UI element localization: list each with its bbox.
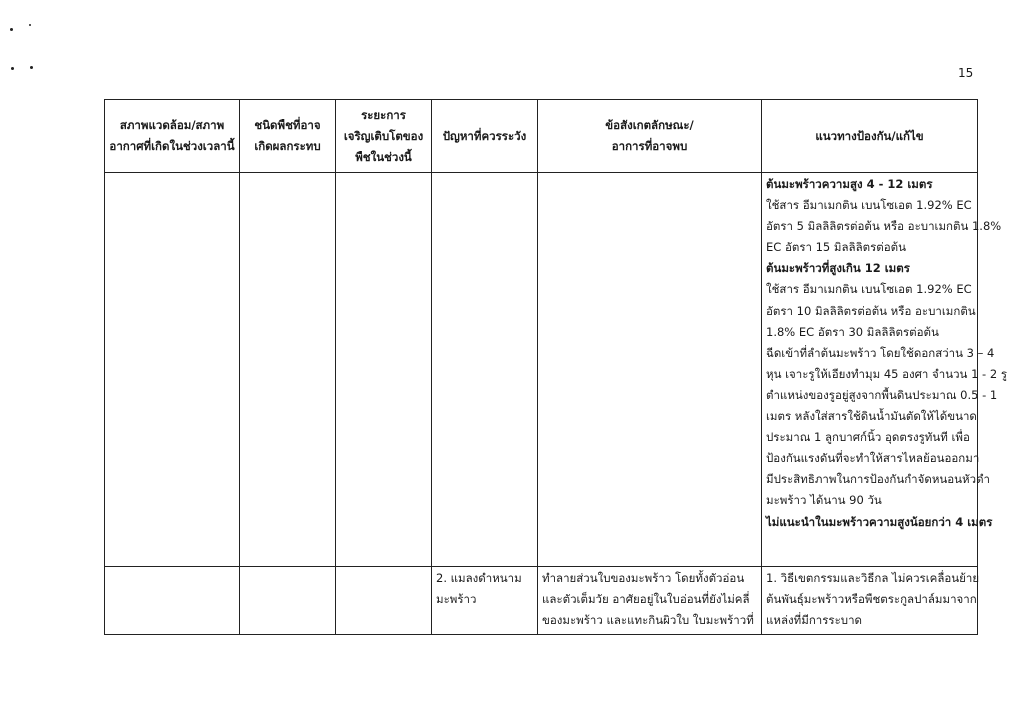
scan-speck	[29, 24, 31, 26]
header-plant-type: ชนิดพืชที่อาจ เกิดผลกระทบ	[240, 100, 336, 173]
prevention-line: เมตร หลังใส่สารใช้ดินน้ำมันตัดให้ได้ขนาด	[766, 409, 977, 424]
data-table	[104, 99, 1008, 635]
prevention-line: อัตรา 5 มิลลิลิตรต่อต้น หรือ อะบาเมกติน 1.8%	[766, 219, 1002, 234]
scan-speck	[10, 28, 13, 31]
table-row	[105, 173, 978, 567]
prevention-text	[762, 173, 1008, 533]
prevention-line: ใช้สาร อีมาเมกติน เบนโซเอต 1.92% EC	[766, 282, 972, 297]
prevention-line: EC อัตรา 15 มิลลิลิตรต่อต้น	[766, 240, 906, 255]
prevention-subheading: ไม่แนะนำในมะพร้าวความสูงน้อยกว่า 4 เมตร	[766, 514, 993, 529]
prevention-line: อัตรา 10 มิลลิลิตรต่อต้น หรือ อะบาเมกติน	[766, 303, 976, 318]
table-cell	[336, 173, 432, 567]
table-cell	[105, 173, 240, 567]
problem-line: 2. แมลงดำหนาม	[436, 571, 522, 585]
header-growth-stage: ระยะการ เจริญเติบโตของ พืชในช่วงนี้	[336, 100, 432, 173]
prevention-line: 1. วิธีเขตกรรมและวิธีกล ไม่ควรเคลื่อนย้าย	[766, 571, 980, 585]
problem-cell	[432, 567, 538, 635]
symptom-line: ของมะพร้าว และแทะกินผิวใบ ใบมะพร้าวที่	[542, 613, 754, 628]
page-number: 15	[958, 66, 974, 80]
header-prevention: แนวทางป้องกัน/แก้ไข	[762, 100, 978, 173]
table-cell	[336, 567, 432, 635]
prevention-line: ใช้สาร อีมาเมกติน เบนโซเอต 1.92% EC	[766, 198, 972, 213]
prevention-line: หุน เจาะรูให้เอียงทำมุม 45 องศา จำนวน 1 - 2 รู	[766, 366, 1008, 381]
header-symptoms: ข้อสังเกตลักษณะ/ อาการที่อาจพบ	[538, 100, 762, 173]
scan-speck	[30, 66, 33, 69]
prevention-line: 1.8% EC อัตรา 30 มิลลิลิตรต่อต้น	[766, 324, 939, 339]
table-cell	[538, 173, 762, 567]
table-cell	[432, 173, 538, 567]
symptom-line: ทำลายส่วนใบของมะพร้าว โดยทั้งตัวอ่อน	[542, 571, 745, 585]
prevention-line: ต้นพันธุ์มะพร้าวหรือพืชตระกูลปาล์มมาจาก	[766, 592, 977, 607]
table-header-row	[105, 100, 978, 173]
prevention-cell	[762, 567, 978, 635]
symptom-cell	[538, 567, 762, 635]
prevention-line: ประมาณ 1 ลูกบาศก์นิ้ว อุดตรงรูทันที เพื่อ	[766, 430, 970, 445]
prevention-line: ฉีดเข้าที่ลำต้นมะพร้าว โดยใช้ดอกสว่าน 3 – 4	[766, 345, 995, 360]
problem-line: มะพร้าว	[436, 592, 477, 607]
symptom-line: และตัวเต็มวัย อาศัยอยู่ในใบอ่อนที่ยังไม่คลี่	[542, 592, 750, 607]
prevention-subheading: ต้นมะพร้าวที่สูงเกิน 12 เมตร	[766, 261, 910, 276]
prevention-line: มีประสิทธิภาพในการป้องกันกำจัดหนอนหัวดำ	[766, 472, 990, 487]
table-cell	[240, 173, 336, 567]
prevention-line: มะพร้าว ได้นาน 90 วัน	[766, 493, 882, 508]
prevention-line: ป้องกันแรงดันที่จะทำให้สารไหลย้อนออกมา	[766, 451, 980, 466]
prevention-line: แหล่งที่มีการระบาด	[766, 613, 862, 628]
prevention-cell	[762, 173, 1008, 567]
header-problem: ปัญหาที่ควรระวัง	[432, 100, 538, 173]
table-row	[105, 567, 978, 635]
prevention-line: ตำแหน่งของรูอยู่สูงจากพื้นดินประมาณ 0.5 - 1	[766, 387, 998, 402]
table-cell	[105, 567, 240, 635]
header-environment: สภาพแวดล้อม/สภาพ อากาศที่เกิดในช่วงเวลานี้	[105, 100, 240, 173]
scan-speck	[11, 67, 14, 70]
table-cell	[240, 567, 336, 635]
prevention-subheading: ต้นมะพร้าวความสูง 4 - 12 เมตร	[766, 177, 933, 191]
